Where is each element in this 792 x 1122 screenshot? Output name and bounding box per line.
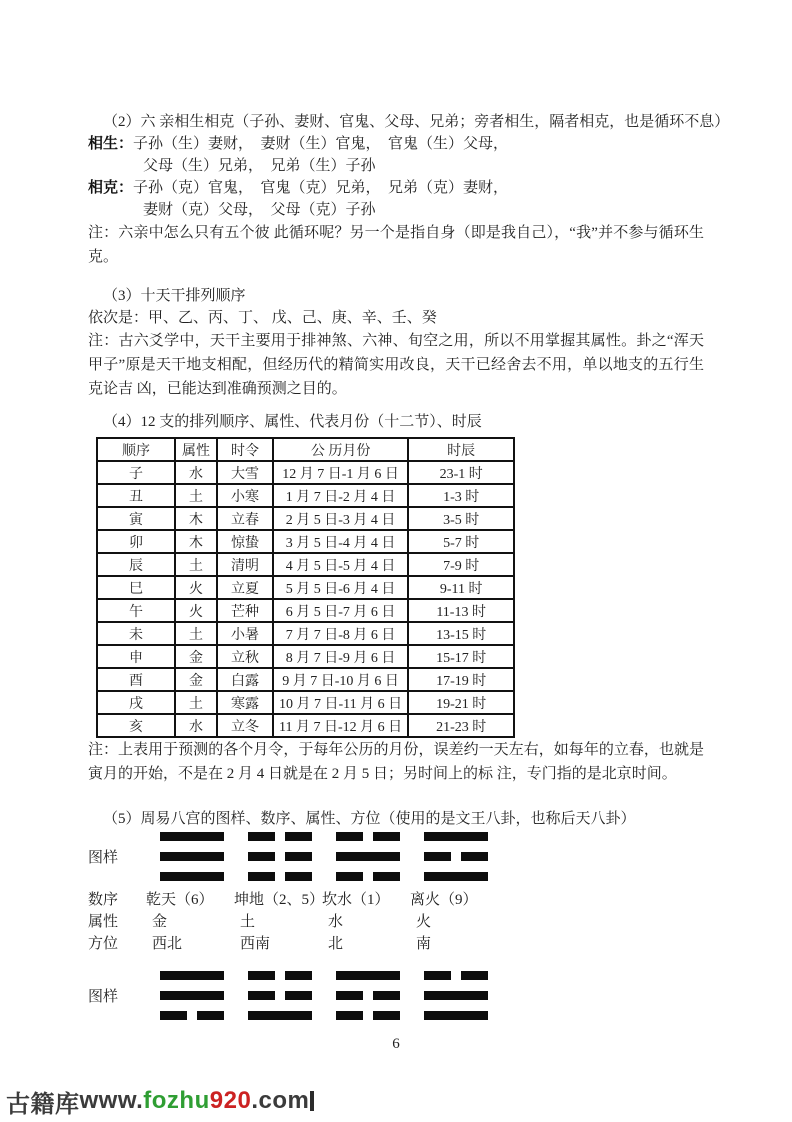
watermark — [6, 1086, 314, 1116]
yang-line — [160, 991, 224, 1000]
section-2-note: 注：六亲中怎么只有五个彼 此循环呢？另一个是指自身（即是我自己），“我”并不参与循环生克。 — [88, 225, 704, 265]
table-cell: 8 月 7 日-9 月 6 日 — [273, 645, 408, 668]
table-cell: 12 月 7 日-1 月 6 日 — [273, 461, 408, 484]
table-cell: 5 月 5 日-6 月 4 日 — [273, 576, 408, 599]
yin-line — [424, 971, 488, 980]
trigram-qian-heaven — [160, 832, 248, 881]
diagram-label-item: 金 — [152, 914, 168, 930]
watermark-url-www: www. — [79, 1087, 144, 1114]
table-cell: 15-17 时 — [408, 645, 514, 668]
table-cell: 土 — [175, 553, 217, 576]
table-cell: 11 月 7 日-12 月 6 日 — [273, 714, 408, 737]
table-cell: 火 — [175, 576, 217, 599]
diagram-label: 图样 — [88, 850, 119, 866]
watermark-url-com: .com — [251, 1087, 310, 1114]
table-cell: 酉 — [97, 668, 175, 691]
yin-line — [248, 991, 312, 1000]
table-cell: 寅 — [97, 507, 175, 530]
yang-line — [248, 1011, 312, 1020]
sheng-text-1: 子孙（生）妻财， 妻财（生）官鬼， 官鬼（生）父母， — [133, 136, 509, 152]
table-cell: 9-11 时 — [408, 576, 514, 599]
sheng-label: 相生： — [88, 136, 134, 152]
section-3-heading: （3）十天干排列顺序 — [103, 288, 246, 304]
yin-line-segment — [248, 852, 275, 861]
mutual-overcoming-line-2: 妻财（克）父母， 父母（克）子孙 — [143, 202, 376, 218]
table-cell: 水 — [175, 461, 217, 484]
table-header-row — [97, 438, 514, 461]
yang-line — [160, 852, 224, 861]
table-cell: 小寒 — [217, 484, 273, 507]
table-cell: 未 — [97, 622, 175, 645]
yin-line — [424, 852, 488, 861]
yin-line-segment — [336, 991, 363, 1000]
diagram-label-item: 土 — [240, 914, 256, 930]
table-cell: 芒种 — [217, 599, 273, 622]
watermark-cursor-bar — [310, 1091, 314, 1111]
table-cell: 11-13 时 — [408, 599, 514, 622]
table-cell: 7-9 时 — [408, 553, 514, 576]
table-row — [97, 714, 514, 737]
table-cell: 土 — [175, 691, 217, 714]
yin-line-segment — [197, 1011, 224, 1020]
table-cell: 9 月 7 日-10 月 6 日 — [273, 668, 408, 691]
trigram-diagram-bottom — [88, 971, 704, 1020]
table-cell: 7 月 7 日-8 月 6 日 — [273, 622, 408, 645]
attribute-row — [88, 911, 704, 933]
table-row — [97, 622, 514, 645]
trigram-xun-wind — [160, 971, 248, 1020]
watermark-site-name: 古籍库 — [6, 1090, 80, 1118]
yin-line — [336, 872, 400, 881]
table-cell: 木 — [175, 507, 217, 530]
table-row — [97, 507, 514, 530]
table-cell: 19-21 时 — [408, 691, 514, 714]
trigram-li-fire — [424, 832, 512, 881]
mutual-overcoming-line-1 — [88, 177, 704, 199]
yang-line — [336, 971, 400, 980]
table-cell: 3 月 5 日-4 月 4 日 — [273, 530, 408, 553]
section-4-heading: （4）12 支的排列顺序、属性、代表月份（十二节）、时辰 — [103, 414, 482, 430]
yin-line-segment — [248, 832, 275, 841]
table-cell: 立春 — [217, 507, 273, 530]
column-header: 时令 — [217, 438, 273, 461]
table-row — [97, 530, 514, 553]
earthly-branches-table — [96, 437, 515, 738]
diagram-label-item: 坎水（1） — [322, 892, 390, 908]
yin-line-segment — [285, 852, 312, 861]
yin-line-segment — [285, 971, 312, 980]
table-cell: 寒露 — [217, 691, 273, 714]
yin-line — [248, 852, 312, 861]
table-cell: 子 — [97, 461, 175, 484]
yin-line — [248, 971, 312, 980]
yin-line-segment — [373, 1011, 400, 1020]
table-cell: 白露 — [217, 668, 273, 691]
table-row — [97, 668, 514, 691]
yin-line-segment — [248, 991, 275, 1000]
yin-line-segment — [285, 872, 312, 881]
table-cell: 1 月 7 日-2 月 4 日 — [273, 484, 408, 507]
diagram-label-item: 西北 — [152, 936, 183, 952]
yin-line-segment — [461, 971, 488, 980]
yin-line-segment — [336, 832, 363, 841]
trigram-dui-lake — [424, 971, 512, 1020]
table-cell: 丑 — [97, 484, 175, 507]
yin-line-segment — [285, 991, 312, 1000]
table-cell: 10 月 7 日-11 月 6 日 — [273, 691, 408, 714]
section-5-heading: （5）周易八宫的图样、数序、属性、方位（使用的是文王八卦，也称后天八卦） — [103, 811, 636, 827]
direction-row — [88, 933, 704, 955]
table-cell: 大雪 — [217, 461, 273, 484]
table-cell: 立秋 — [217, 645, 273, 668]
diagram-label-item: 乾天（6） — [146, 892, 214, 908]
direction-label: 方位 — [88, 936, 119, 952]
diagram-label: 图样 — [88, 989, 119, 1005]
table-row — [97, 553, 514, 576]
diagram-label-item: 火 — [416, 914, 432, 930]
table-cell: 23-1 时 — [408, 461, 514, 484]
table-cell: 水 — [175, 714, 217, 737]
table-cell: 土 — [175, 484, 217, 507]
table-cell: 卯 — [97, 530, 175, 553]
trigrams-row-top — [160, 832, 512, 881]
ke-text-1: 子孙（克）官鬼， 官鬼（克）兄弟， 兄弟（克）妻财， — [133, 180, 509, 196]
table-cell: 3-5 时 — [408, 507, 514, 530]
table-row — [97, 576, 514, 599]
table-cell: 土 — [175, 622, 217, 645]
mutual-generation-line-1 — [88, 133, 704, 155]
yin-line — [336, 1011, 400, 1020]
table-cell: 戌 — [97, 691, 175, 714]
diagram-label-item: 坤地（2、5） — [234, 892, 325, 908]
table-cell: 21-23 时 — [408, 714, 514, 737]
diagram-label-item: 南 — [416, 936, 432, 952]
table-cell: 2 月 5 日-3 月 4 日 — [273, 507, 408, 530]
yang-line — [160, 971, 224, 980]
table-row — [97, 599, 514, 622]
diagram-label-item: 西南 — [240, 936, 271, 952]
yin-line — [248, 872, 312, 881]
mutual-generation-line-2: 父母（生）兄弟， 兄弟（生）子孙 — [143, 158, 376, 174]
yang-line — [424, 1011, 488, 1020]
trigram-diagram-top — [88, 832, 704, 881]
table-cell: 申 — [97, 645, 175, 668]
table-cell: 17-19 时 — [408, 668, 514, 691]
table-cell: 巳 — [97, 576, 175, 599]
yin-line-segment — [424, 852, 451, 861]
ke-label: 相克： — [88, 180, 134, 196]
yin-line-segment — [424, 971, 451, 980]
yin-line-segment — [160, 1011, 187, 1020]
table-row — [97, 691, 514, 714]
column-header: 属性 — [175, 438, 217, 461]
table-cell: 木 — [175, 530, 217, 553]
yin-line — [248, 832, 312, 841]
table-cell: 小暑 — [217, 622, 273, 645]
table-cell: 4 月 5 日-5 月 4 日 — [273, 553, 408, 576]
yang-line — [424, 991, 488, 1000]
table-cell: 午 — [97, 599, 175, 622]
yang-line — [336, 852, 400, 861]
branches-table-body — [97, 461, 514, 737]
table-cell: 立冬 — [217, 714, 273, 737]
yin-line-segment — [285, 832, 312, 841]
trigram-kun-earth — [248, 832, 336, 881]
trigram-gen-mountain — [336, 971, 424, 1020]
yin-line-segment — [336, 1011, 363, 1020]
yin-line-segment — [248, 971, 275, 980]
table-cell: 立夏 — [217, 576, 273, 599]
table-row — [97, 645, 514, 668]
trigram-kan-water — [336, 832, 424, 881]
diagram-label-item: 水 — [328, 914, 344, 930]
table-cell: 惊蛰 — [217, 530, 273, 553]
table-cell: 5-7 时 — [408, 530, 514, 553]
table-cell: 1-3 时 — [408, 484, 514, 507]
table-cell: 清明 — [217, 553, 273, 576]
number-order-label: 数序 — [88, 892, 119, 908]
section-2-heading: （2）六 亲相生相克（子孙、妻财、官鬼、父母、兄弟；旁者相生，隔者相克，也是循环不息） — [103, 114, 730, 130]
yin-line-segment — [336, 872, 363, 881]
yang-line — [160, 872, 224, 881]
column-header: 公 历月份 — [273, 438, 408, 461]
yin-line — [336, 832, 400, 841]
table-row — [97, 484, 514, 507]
yang-line — [424, 872, 488, 881]
yin-line — [336, 991, 400, 1000]
yin-line-segment — [373, 991, 400, 1000]
table-cell: 13-15 时 — [408, 622, 514, 645]
heavenly-stems-order: 依次是：甲、乙、丙、丁、 戊、己、庚、辛、壬、癸 — [88, 310, 437, 326]
watermark-url-fozhu: fozhu — [143, 1087, 210, 1114]
yang-line — [160, 832, 224, 841]
number-order-row — [88, 889, 704, 911]
table-cell: 金 — [175, 668, 217, 691]
yin-line-segment — [248, 872, 275, 881]
trigrams-row-bottom — [160, 971, 512, 1020]
attribute-label: 属性 — [88, 914, 119, 930]
column-header: 时辰 — [408, 438, 514, 461]
section-4-note: 注：上表用于预测的各个月令，于每年公历的月份，误差约一天左右，如每年的立春，也就是寅月的开始，不是在 2 月 4 日就是在 2 月 5 日；另时间上的标 注，专门指的是北京时间。 — [88, 742, 704, 782]
table-row — [97, 461, 514, 484]
table-cell: 辰 — [97, 553, 175, 576]
yin-line-segment — [461, 852, 488, 861]
table-cell: 金 — [175, 645, 217, 668]
diagram-label-item: 离火（9） — [410, 892, 478, 908]
diagram-label-item: 北 — [328, 936, 344, 952]
table-cell: 6 月 5 日-7 月 6 日 — [273, 599, 408, 622]
trigram-zhen-thunder — [248, 971, 336, 1020]
table-cell: 亥 — [97, 714, 175, 737]
column-header: 顺序 — [97, 438, 175, 461]
watermark-url-920: 920 — [209, 1087, 252, 1114]
table-cell: 火 — [175, 599, 217, 622]
page-number: 6 — [392, 1036, 400, 1052]
yang-line — [424, 832, 488, 841]
section-3-note: 注：古六爻学中，天干主要用于排神煞、六神、旬空之用，所以不用掌握其属性。卦之“浑天甲子”原是天干地支相配，但经历代的精简实用改良，天干已经舍去不用，单以地支的五行生克论吉 凶，已能达到准确预测之目的。 — [88, 333, 704, 397]
yin-line-segment — [373, 832, 400, 841]
yin-line — [160, 1011, 224, 1020]
yin-line-segment — [373, 872, 400, 881]
